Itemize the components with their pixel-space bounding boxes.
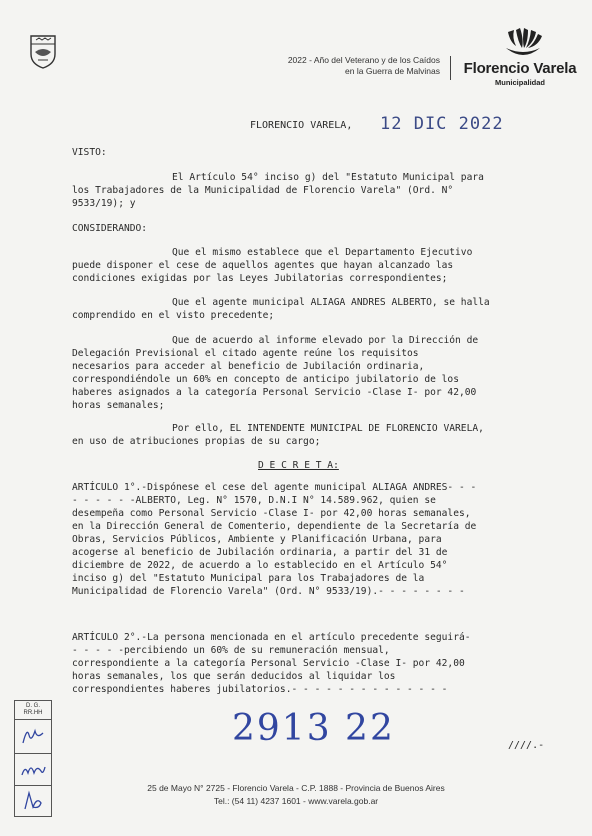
considerando-3-line-1: Que de acuerdo al informe elevado por la Dirección de — [172, 335, 479, 346]
hr-box-divider — [15, 719, 51, 720]
header-divider — [450, 56, 451, 80]
florencio-varela-logo-icon — [498, 28, 548, 60]
org-name: Florencio Varela — [463, 60, 577, 77]
article-1-line-3: desempeña como Personal Servicio -Clase I- por 42,00 horas semanales, — [72, 508, 471, 519]
hr-box-divider — [15, 753, 51, 754]
year-slogan-line-1: 2022 - Año del Veterano y de los Caídos — [287, 55, 440, 65]
visto-label: VISTO: — [72, 147, 107, 158]
year-slogan — [250, 55, 440, 77]
considerando-3-line-4: correspondiéndole un 60% en concepto de anticipo jubilatorio de los — [72, 374, 459, 385]
considerando-1-line-3: condiciones exigidas por las Leyes Jubilatorias correspondientes; — [72, 273, 448, 284]
article-2-line-5: correspondientes haberes jubilatorios.- - - - - - - - - - - - - - — [72, 684, 448, 695]
article-1-line-8: inciso g) del "Estatuto Municipal para los Trabajadores de la — [72, 573, 425, 584]
footer-address: 25 de Mayo N° 2725 - Florencio Varela - C.P. 1888 - Provincia de Buenos Aires — [147, 783, 445, 793]
continuation-mark: ////.- — [508, 740, 545, 751]
article-2-line-2: - - - - -percibiendo un 60% de su remuneración mensual, — [72, 645, 390, 656]
considerando-4-line-2: en uso de atribuciones propias de su cargo; — [72, 436, 321, 447]
considerando-label: CONSIDERANDO: — [72, 223, 148, 234]
visto-line-2: los Trabajadores de la Municipalidad de Florencio Varela" (Ord. N° — [72, 185, 454, 196]
considerando-4-line-1: Por ello, EL INTENDENTE MUNICIPAL DE FLORENCIO VARELA, — [172, 423, 484, 434]
article-2-line-1: ARTÍCULO 2°.-La persona mencionada en el artículo precedente seguirá- — [72, 632, 471, 643]
article-1-line-2: - - - - - -ALBERTO, Leg. N° 1570, D.N.I N° 14.589.962, quien se — [72, 495, 436, 506]
considerando-3-line-6: horas semanales; — [72, 400, 165, 411]
considerando-1-line-2: puede disponer el cese de aquellos agentes que hayan alcanzado las — [72, 260, 454, 271]
year-slogan-line-2: en la Guerra de Malvinas — [345, 66, 440, 76]
article-1-line-4: en la Dirección General de Comenterio, dependiente de la Secretaría de — [72, 521, 477, 532]
visto-line-3: 9533/19); y — [72, 198, 136, 209]
municipal-crest-icon — [28, 30, 58, 70]
date-prefix: FLORENCIO VARELA, — [250, 120, 353, 131]
handwritten-initials-2-icon — [19, 759, 47, 781]
considerando-3-line-3: necesarios para acceder al beneficio de Jubilación ordinaria, — [72, 361, 425, 372]
article-2-line-4: horas semanales, los que serán deducidos al liquidar los — [72, 671, 396, 682]
article-1-line-1: ARTÍCULO 1°.-Dispónese el cese del agente municipal ALIAGA ANDRES- - - — [72, 482, 477, 493]
considerando-3-line-5: haberes asignados a la categoría Personal Servicio -Clase I- por 42,00 — [72, 387, 477, 398]
decreta-heading: D E C R E T A: — [258, 460, 339, 471]
hr-box-label-2: RR.HH — [23, 710, 43, 716]
handwritten-initials-1-icon — [19, 725, 47, 747]
date-stamp: 12 DIC 2022 — [380, 114, 504, 134]
article-1-line-6: acogerse al beneficio de Jubilación ordinaria, a partir del 31 de — [72, 547, 448, 558]
considerando-3-line-2: Delegación Previsional el citado agente reúne los requisitos — [72, 348, 419, 359]
considerando-1-line-1: Que el mismo establece que el Departamento Ejecutivo — [172, 247, 473, 258]
hr-box-label-1: D. G. — [25, 703, 40, 709]
decree-number-stamp: 2913 22 — [232, 708, 395, 749]
article-1-line-9: Municipalidad de Florencio Varela" (Ord. N° 9533/19).- - - - - - - - — [72, 586, 465, 597]
considerando-2-line-1: Que el agente municipal ALIAGA ANDRES ALBERTO, se halla — [172, 297, 490, 308]
article-1-line-7: diciembre de 2022, de acuerdo a lo establecido en el Artículo 54° — [72, 560, 448, 571]
org-subtitle: Municipalidad — [494, 78, 545, 87]
considerando-2-line-2: comprendido en el visto precedente; — [72, 310, 275, 321]
visto-line-1: El Artículo 54° inciso g) del "Estatuto Municipal para — [172, 172, 484, 183]
article-1-line-5: Obras, Servicios Públicos, Ambiente y Planificación Urbana, para — [72, 534, 442, 545]
article-2-line-3: correspondiente a la categoría Personal Servicio -Clase I- por 42,00 — [72, 658, 465, 669]
footer-contact: Tel.: (54 11) 4237 1601 - www.varela.gob.ar — [213, 796, 379, 806]
footer — [0, 782, 592, 808]
